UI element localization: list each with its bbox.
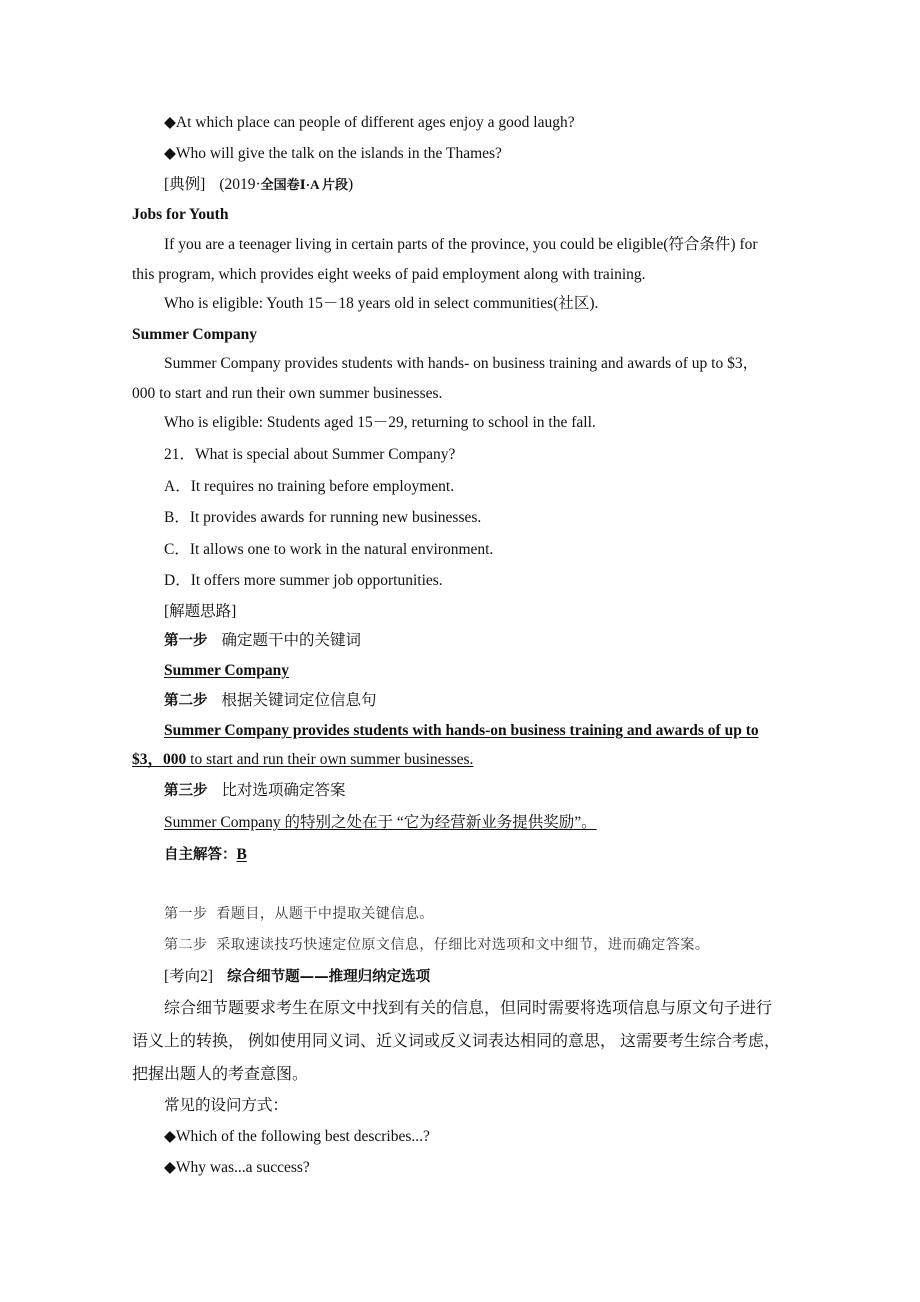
solution-step3 (164, 781, 346, 801)
self-answer-value: B (236, 846, 247, 863)
section2-heading (164, 967, 430, 987)
question-option-d: D．It offers more summer job opportunities. (164, 572, 443, 589)
question-stem: 21．What is special about Summer Company? (164, 446, 456, 463)
example-source-year: (2019· (219, 176, 261, 193)
passage-heading-jobs: Jobs for Youth (132, 206, 229, 223)
step2-quote-amount: $3，000 (132, 751, 187, 768)
example-source-close: ) (348, 176, 354, 193)
bullet-question: ◆Who will give the talk on the islands in the Thames? (164, 145, 502, 162)
step3-label: 第三步 (164, 783, 208, 799)
passage-eligibility: Who is eligible: Youth 15－18 years old in select communities(社区). (164, 295, 599, 312)
common-question-label: 常见的设问方式： (164, 1097, 289, 1114)
step1-answer: Summer Company (164, 662, 290, 679)
solution-step1 (164, 631, 361, 651)
step3-text: 比对选项确定答案 (221, 782, 346, 799)
bullet-question: ◆At which place can people of different ages enjoy a good laugh? (164, 114, 575, 131)
self-answer (164, 845, 247, 865)
method-step2: 第二步 采取速读技巧快速定位原文信息，仔细比对选项和文中细节，进而确定答案。 (164, 937, 710, 953)
step1-label: 第一步 (164, 633, 208, 649)
passage-paragraph-line: this program, which provides eight weeks of paid employment along with training. (132, 266, 646, 283)
step3-answer: Summer Company 的特别之处在于 “它为经营新业务提供奖励”。 (164, 814, 597, 831)
step2-text: 根据关键词定位信息句 (221, 692, 377, 709)
step2-quote-rest: to start and run their own summer businesses. (186, 751, 474, 768)
passage-paragraph-line: 000 to start and run their own summer businesses. (132, 385, 443, 402)
step2-quote-line2 (132, 750, 473, 770)
passage-heading-summer: Summer Company (132, 326, 258, 343)
section2-paragraph-line: 综合细节题要求考生在原文中找到有关的信息，但同时需要将选项信息与原文句子进行 (164, 1000, 773, 1017)
section2-paragraph-line: 语义上的转换， 例如使用同义词、近义词或反义词表达相同的意思， 这需要考生综合考虑， (132, 1033, 781, 1050)
solution-title: [解题思路] (164, 603, 237, 620)
passage-paragraph-line: If you are a teenager living in certain parts of the province, you could be eligible(符合条件) for (164, 236, 758, 253)
bullet-question: ◆Why was...a success? (164, 1159, 310, 1176)
section2-tag: [考向2] (164, 968, 214, 985)
example-source-name: 全国卷Ⅰ·A 片段 (260, 177, 348, 192)
question-option-b: B．It provides awards for running new businesses. (164, 509, 482, 526)
example-source-line (164, 175, 353, 195)
step2-label: 第二步 (164, 693, 208, 709)
step1-text: 确定题干中的关键词 (221, 632, 362, 649)
bullet-question: ◆Which of the following best describes...? (164, 1128, 430, 1145)
step2-quote-line1: Summer Company provides students with hands-on business training and awards of up to (164, 722, 759, 739)
question-option-c: C．It allows one to work in the natural environment. (164, 541, 494, 558)
self-answer-label: 自主解答： (164, 847, 237, 863)
passage-eligibility: Who is eligible: Students aged 15－29, returning to school in the fall. (164, 414, 596, 431)
question-option-a: A．It requires no training before employment. (164, 478, 455, 495)
passage-paragraph-line: Summer Company provides students with hands- on business training and awards of up to $3， (164, 355, 759, 372)
method-step1: 第一步 看题目，从题干中提取关键信息。 (164, 906, 434, 922)
section2-paragraph-line: 把握出题人的考查意图。 (132, 1066, 309, 1083)
example-tag: [典例] (164, 176, 206, 193)
solution-step2 (164, 691, 377, 711)
section2-title: 综合细节题——推理归纳定选项 (227, 969, 431, 985)
